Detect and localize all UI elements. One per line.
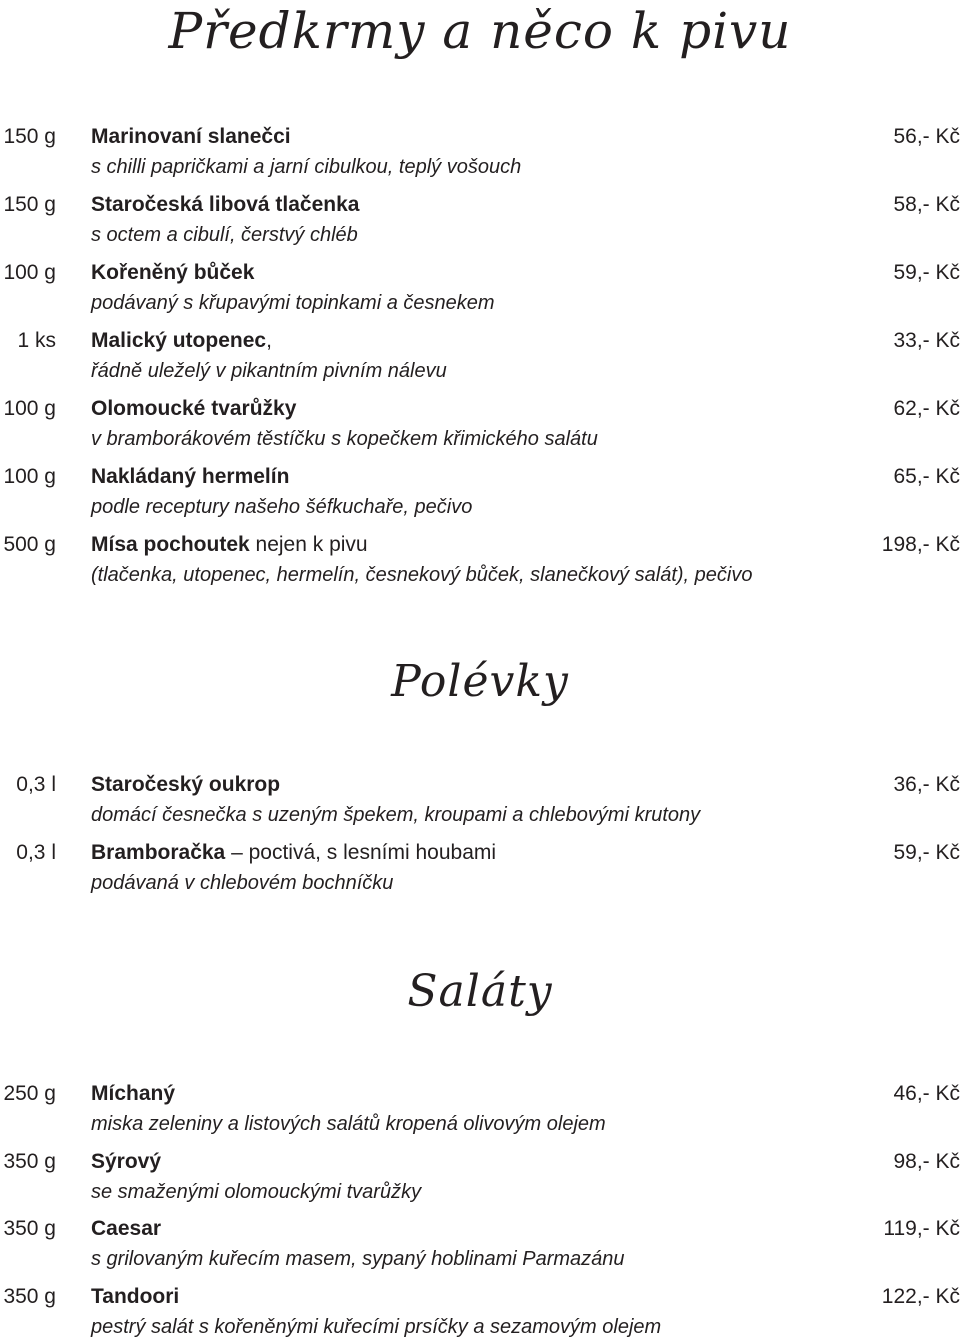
item-quantity: 350 g	[3, 1285, 56, 1308]
menu-item	[0, 327, 960, 393]
item-price: 198,- Kč	[881, 533, 960, 556]
item-price: 65,- Kč	[893, 465, 960, 488]
item-name-extra: ,	[266, 329, 272, 352]
item-quantity: 0,3 l	[16, 841, 56, 864]
item-quantity: 350 g	[3, 1217, 56, 1240]
item-quantity: 100 g	[3, 261, 56, 284]
item-name: Olomoucké tvarůžky	[91, 397, 297, 420]
item-name-line	[91, 1080, 175, 1108]
item-quantity: 500 g	[3, 533, 56, 556]
item-quantity: 150 g	[3, 193, 56, 216]
item-name-line	[91, 1283, 179, 1311]
item-price: 98,- Kč	[893, 1150, 960, 1173]
item-price: 59,- Kč	[893, 841, 960, 864]
menu-item	[0, 839, 960, 905]
item-description: podle receptury našeho šéfkuchaře, pečivo	[91, 496, 473, 518]
item-price: 46,- Kč	[893, 1082, 960, 1105]
menu-item	[0, 395, 960, 461]
menu-item	[0, 1215, 960, 1281]
menu-item	[0, 771, 960, 837]
item-name-line	[91, 327, 272, 355]
item-description: s grilovaným kuřecím masem, sypaný hoblinami Parmazánu	[91, 1248, 625, 1270]
item-quantity: 350 g	[3, 1150, 56, 1173]
item-name-line	[91, 395, 296, 423]
item-description: řádně uleželý v pikantním pivním nálevu	[91, 360, 447, 382]
item-description: miska zeleniny a listových salátů kropená olivovým olejem	[91, 1113, 606, 1135]
item-name: Staročeský oukrop	[91, 773, 281, 796]
menu-item	[0, 123, 960, 189]
item-quantity: 1 ks	[17, 329, 56, 352]
item-name: Kořeněný bůček	[91, 261, 255, 284]
item-quantity: 100 g	[3, 465, 56, 488]
item-name-line	[91, 123, 291, 151]
item-name-line	[91, 259, 254, 287]
section-title-appetizers: Předkrmy a něco k pivu	[168, 2, 792, 60]
item-name-extra: nejen k pivu	[249, 533, 368, 556]
menu-item	[0, 191, 960, 257]
item-description: podávaná v chlebovém bochníčku	[91, 872, 394, 894]
item-name: Nakládaný hermelín	[91, 465, 290, 488]
item-name-extra: – poctivá, s lesními houbami	[225, 841, 497, 864]
item-name-line	[91, 1215, 161, 1243]
item-price: 33,- Kč	[893, 329, 960, 352]
menu-item	[0, 531, 960, 597]
item-name-line	[91, 531, 368, 559]
item-price: 119,- Kč	[883, 1217, 960, 1240]
menu-item	[0, 1283, 960, 1341]
item-description: s octem a cibulí, čerstvý chléb	[91, 224, 358, 246]
section-title-soups: Polévky	[391, 656, 569, 707]
item-name-line	[91, 463, 289, 491]
item-quantity: 100 g	[3, 397, 56, 420]
item-description: podávaný s křupavými topinkami a česnekem	[91, 292, 495, 314]
menu-item	[0, 463, 960, 529]
item-name: Míchaný	[91, 1082, 176, 1105]
item-quantity: 250 g	[3, 1082, 56, 1105]
item-description: s chilli papričkami a jarní cibulkou, teplý vošouch	[91, 156, 522, 178]
item-price: 62,- Kč	[893, 397, 960, 420]
item-description: (tlačenka, utopenec, hermelín, česnekový bůček, slanečkový salát), pečivo	[91, 564, 753, 586]
menu-item	[0, 1080, 960, 1146]
item-price: 58,- Kč	[893, 193, 960, 216]
item-description: pestrý salát s kořeněnými kuřecími prsíčky a sezamovým olejem	[91, 1316, 662, 1338]
item-name: Tandoori	[91, 1285, 180, 1308]
item-name: Marinovaní slanečci	[91, 125, 291, 148]
item-name-line	[91, 1148, 161, 1176]
item-name-line	[91, 771, 280, 799]
item-name-line	[91, 191, 359, 219]
item-name-line	[91, 839, 496, 867]
item-name: Mísa pochoutek	[91, 533, 250, 556]
item-price: 122,- Kč	[881, 1285, 960, 1308]
item-name: Sýrový	[91, 1150, 162, 1173]
menu-item	[0, 1148, 960, 1214]
item-price: 59,- Kč	[893, 261, 960, 284]
item-quantity: 150 g	[3, 125, 56, 148]
item-quantity: 0,3 l	[16, 773, 56, 796]
item-name: Staročeská libová tlačenka	[91, 193, 360, 216]
menu-item	[0, 259, 960, 325]
item-price: 36,- Kč	[893, 773, 960, 796]
section-title-salads: Saláty	[407, 966, 553, 1017]
item-description: v bramborákovém těstíčku s kopečkem křimického salátu	[91, 428, 598, 450]
item-name: Malický utopenec	[91, 329, 267, 352]
item-description: se smaženými olomouckými tvarůžky	[91, 1181, 422, 1203]
item-name: Caesar	[91, 1217, 162, 1240]
item-name: Bramboračka	[91, 841, 226, 864]
item-price: 56,- Kč	[893, 125, 960, 148]
item-description: domácí česnečka s uzeným špekem, kroupami a chlebovými krutony	[91, 804, 701, 826]
